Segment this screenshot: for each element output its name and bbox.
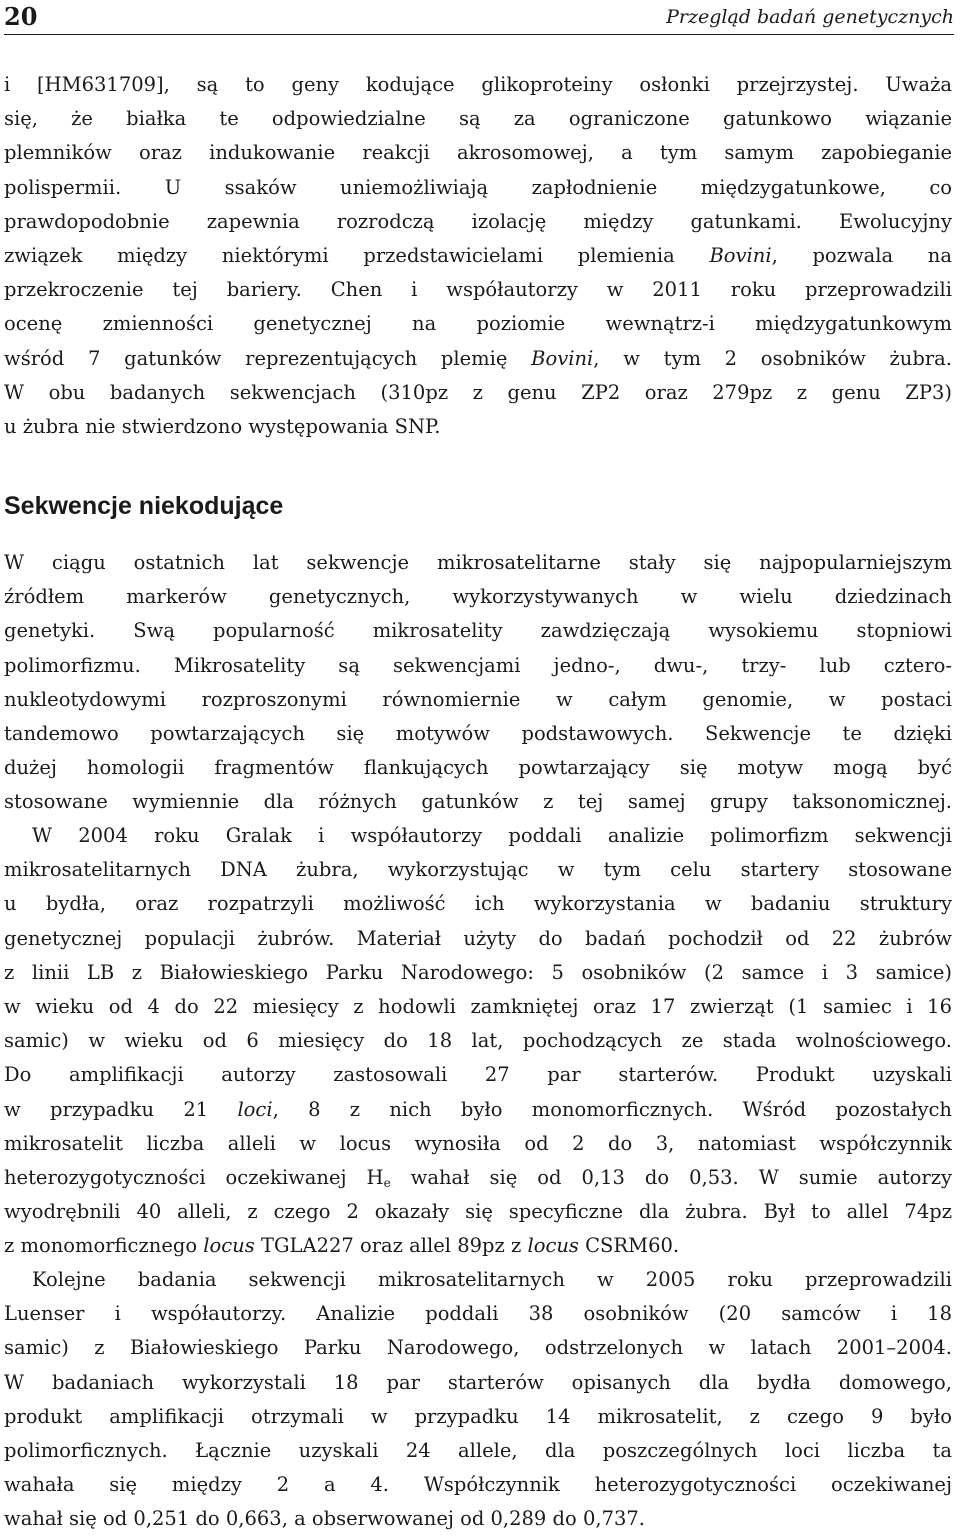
text-line: genetyki. Swą popularność mikrosatelity zawdzięczają wysokiemu stopniowi [4, 619, 952, 643]
text-line: tandemowo powtarzających się motywów podstawowych. Sekwencje te dzięki [4, 721, 952, 745]
text-span: CSRM60. [578, 1234, 680, 1258]
text-span: wśród 7 gatunków reprezentujących plemię [4, 346, 532, 370]
text-line: z linii LB z Białowieskiego Parku Narodowego: 5 osobników (2 samce i 3 samice) [4, 960, 952, 984]
page-number: 20 [4, 2, 38, 31]
text-line: samic) w wieku od 6 miesięcy do 18 lat, pochodzących ze stada wolnościowego. [4, 1029, 952, 1053]
text-line: wahał się od 0,251 do 0,663, a obserwowanej od 0,289 do 0,737. [4, 1507, 645, 1531]
text-line: stosowane wymiennie dla różnych gatunków z tej samej grupy taksonomicznej. [4, 790, 952, 814]
paragraph-3 [4, 819, 952, 1263]
text-line: polimorfizmu. Mikrosatelity są sekwencjami jedno-, dwu-, trzy- lub cztero- [4, 653, 952, 677]
text-line [4, 1161, 952, 1195]
text-line: mikrosatelit liczba alleli w locus wynosiła od 2 do 3, natomiast współczynnik [4, 1131, 952, 1155]
text-line: W badaniach wykorzystali 18 par starterów opisanych dla bydła domowego, [4, 1370, 952, 1394]
italic-term: locus [527, 1234, 579, 1258]
italic-term: loci [237, 1097, 273, 1121]
text-line [4, 342, 952, 376]
text-line: plemników oraz indukowanie reakcji akrosomowej, a tym samym zapobieganie [4, 141, 952, 165]
text-line: wahała się między 2 a 4. Współczynnik heterozygotyczności oczekiwanej [4, 1473, 952, 1497]
text-line: nukleotydowymi rozproszonymi równomiernie w całym genomie, w postaci [4, 687, 952, 711]
text-line: W 2004 roku Gralak i współautorzy poddali analizie polimorfizm sekwencji [32, 824, 952, 847]
text-line: mikrosatelitarnych DNA żubra, wykorzystując w tym celu startery stosowane [4, 858, 952, 882]
italic-term: Bovini [531, 346, 594, 370]
text-line: W obu badanych sekwencjach (310pz z genu ZP2 oraz 279pz z genu ZP3) [4, 380, 952, 404]
text-span: w przypadku 21 [4, 1097, 238, 1121]
text-line: W ciągu ostatnich lat sekwencje mikrosatelitarne stały się najpopularniejszym [4, 551, 952, 574]
text-line: przekroczenie tej bariery. Chen i współautorzy w 2011 roku przeprowadzili [4, 278, 952, 302]
italic-term: locus [203, 1234, 255, 1258]
text-line: polimorficznych. Łącznie uzyskali 24 allele, dla poszczególnych loci liczba ta [4, 1438, 952, 1462]
text-line: produkt amplifikacji otrzymali w przypadku 14 mikrosatelit, z czego 9 było [4, 1404, 952, 1428]
text-line: dużej homologii fragmentów flankujących powtarzający się motyw mogą być [4, 756, 952, 780]
text-line: Luenser i współautorzy. Analizie poddali 38 osobników (20 samców i 18 [4, 1302, 952, 1326]
text-span: związek między niektórymi przedstawicielami plemienia [4, 243, 710, 267]
text-line: w wieku od 4 do 22 miesięcy z hodowli zamkniętej oraz 17 zwierząt (1 samiec i 16 [4, 994, 952, 1018]
text-line: się, że białka te odpowiedzialne są za ograniczone gatunkowo wiązanie [4, 107, 952, 131]
text-line: polispermii. U ssaków uniemożliwiają zapłodnienie międzygatunkowe, co [4, 175, 952, 199]
running-header [4, 0, 954, 35]
text-line: źródłem markerów genetycznych, wykorzystywanych w wielu dziedzinach [4, 585, 952, 609]
text-line: u bydła, oraz rozpatrzyli możliwość ich wykorzystania w badaniu struktury [4, 892, 952, 916]
text-line: Kolejne badania sekwencji mikrosatelitarnych w 2005 roku przeprowadzili [32, 1268, 952, 1291]
text-line: u żubra nie stwierdzono występowania SNP. [4, 414, 441, 438]
subscript: e [383, 1175, 391, 1190]
text-span: TGLA227 oraz allel 89pz z [254, 1234, 528, 1258]
text-line [4, 1229, 952, 1263]
paragraph-1 [4, 68, 952, 444]
text-span: , w tym 2 osobników żubra. [593, 346, 952, 370]
text-line: genetycznej populacji żubrów. Materiał użyty do badań pochodził od 22 żubrów [4, 926, 952, 950]
section-heading: Sekwencje niekodujące [4, 492, 284, 520]
text-line: i [HM631709], są to geny kodujące glikoproteiny osłonki przejrzystej. Uważa [4, 73, 952, 96]
italic-term: Bovini [709, 243, 772, 267]
text-line [4, 239, 952, 273]
text-line [4, 1093, 952, 1127]
text-line: prawdopodobnie zapewnia rozrodczą izolację między gatunkami. Ewolucyjny [4, 209, 952, 233]
text-span: wahał się od 0,13 do 0,53. W sumie autorzy [390, 1165, 953, 1189]
text-line: wyodrębnili 40 alleli, z czego 2 okazały się specyficzne dla żubra. Był to allel 74pz [4, 1200, 952, 1224]
text-span: heterozygotyczności oczekiwanej H [4, 1165, 384, 1189]
paragraph-2 [4, 546, 952, 820]
text-line: Do amplifikacji autorzy zastosowali 27 par starterów. Produkt uzyskali [4, 1063, 952, 1087]
text-line: ocenę zmienności genetycznej na poziomie wewnątrz-i międzygatunkowym [4, 312, 952, 336]
text-span: , 8 z nich było monomorficznych. Wśród pozostałych [272, 1097, 952, 1121]
paragraph-4 [4, 1263, 952, 1537]
text-line: samic) z Białowieskiego Parku Narodowego, odstrzelonych w latach 2001–2004. [4, 1336, 952, 1360]
text-span: z monomorficznego [4, 1234, 204, 1258]
running-title: Przegląd badań genetycznych [666, 6, 954, 28]
text-span: , pozwala na [771, 243, 952, 267]
